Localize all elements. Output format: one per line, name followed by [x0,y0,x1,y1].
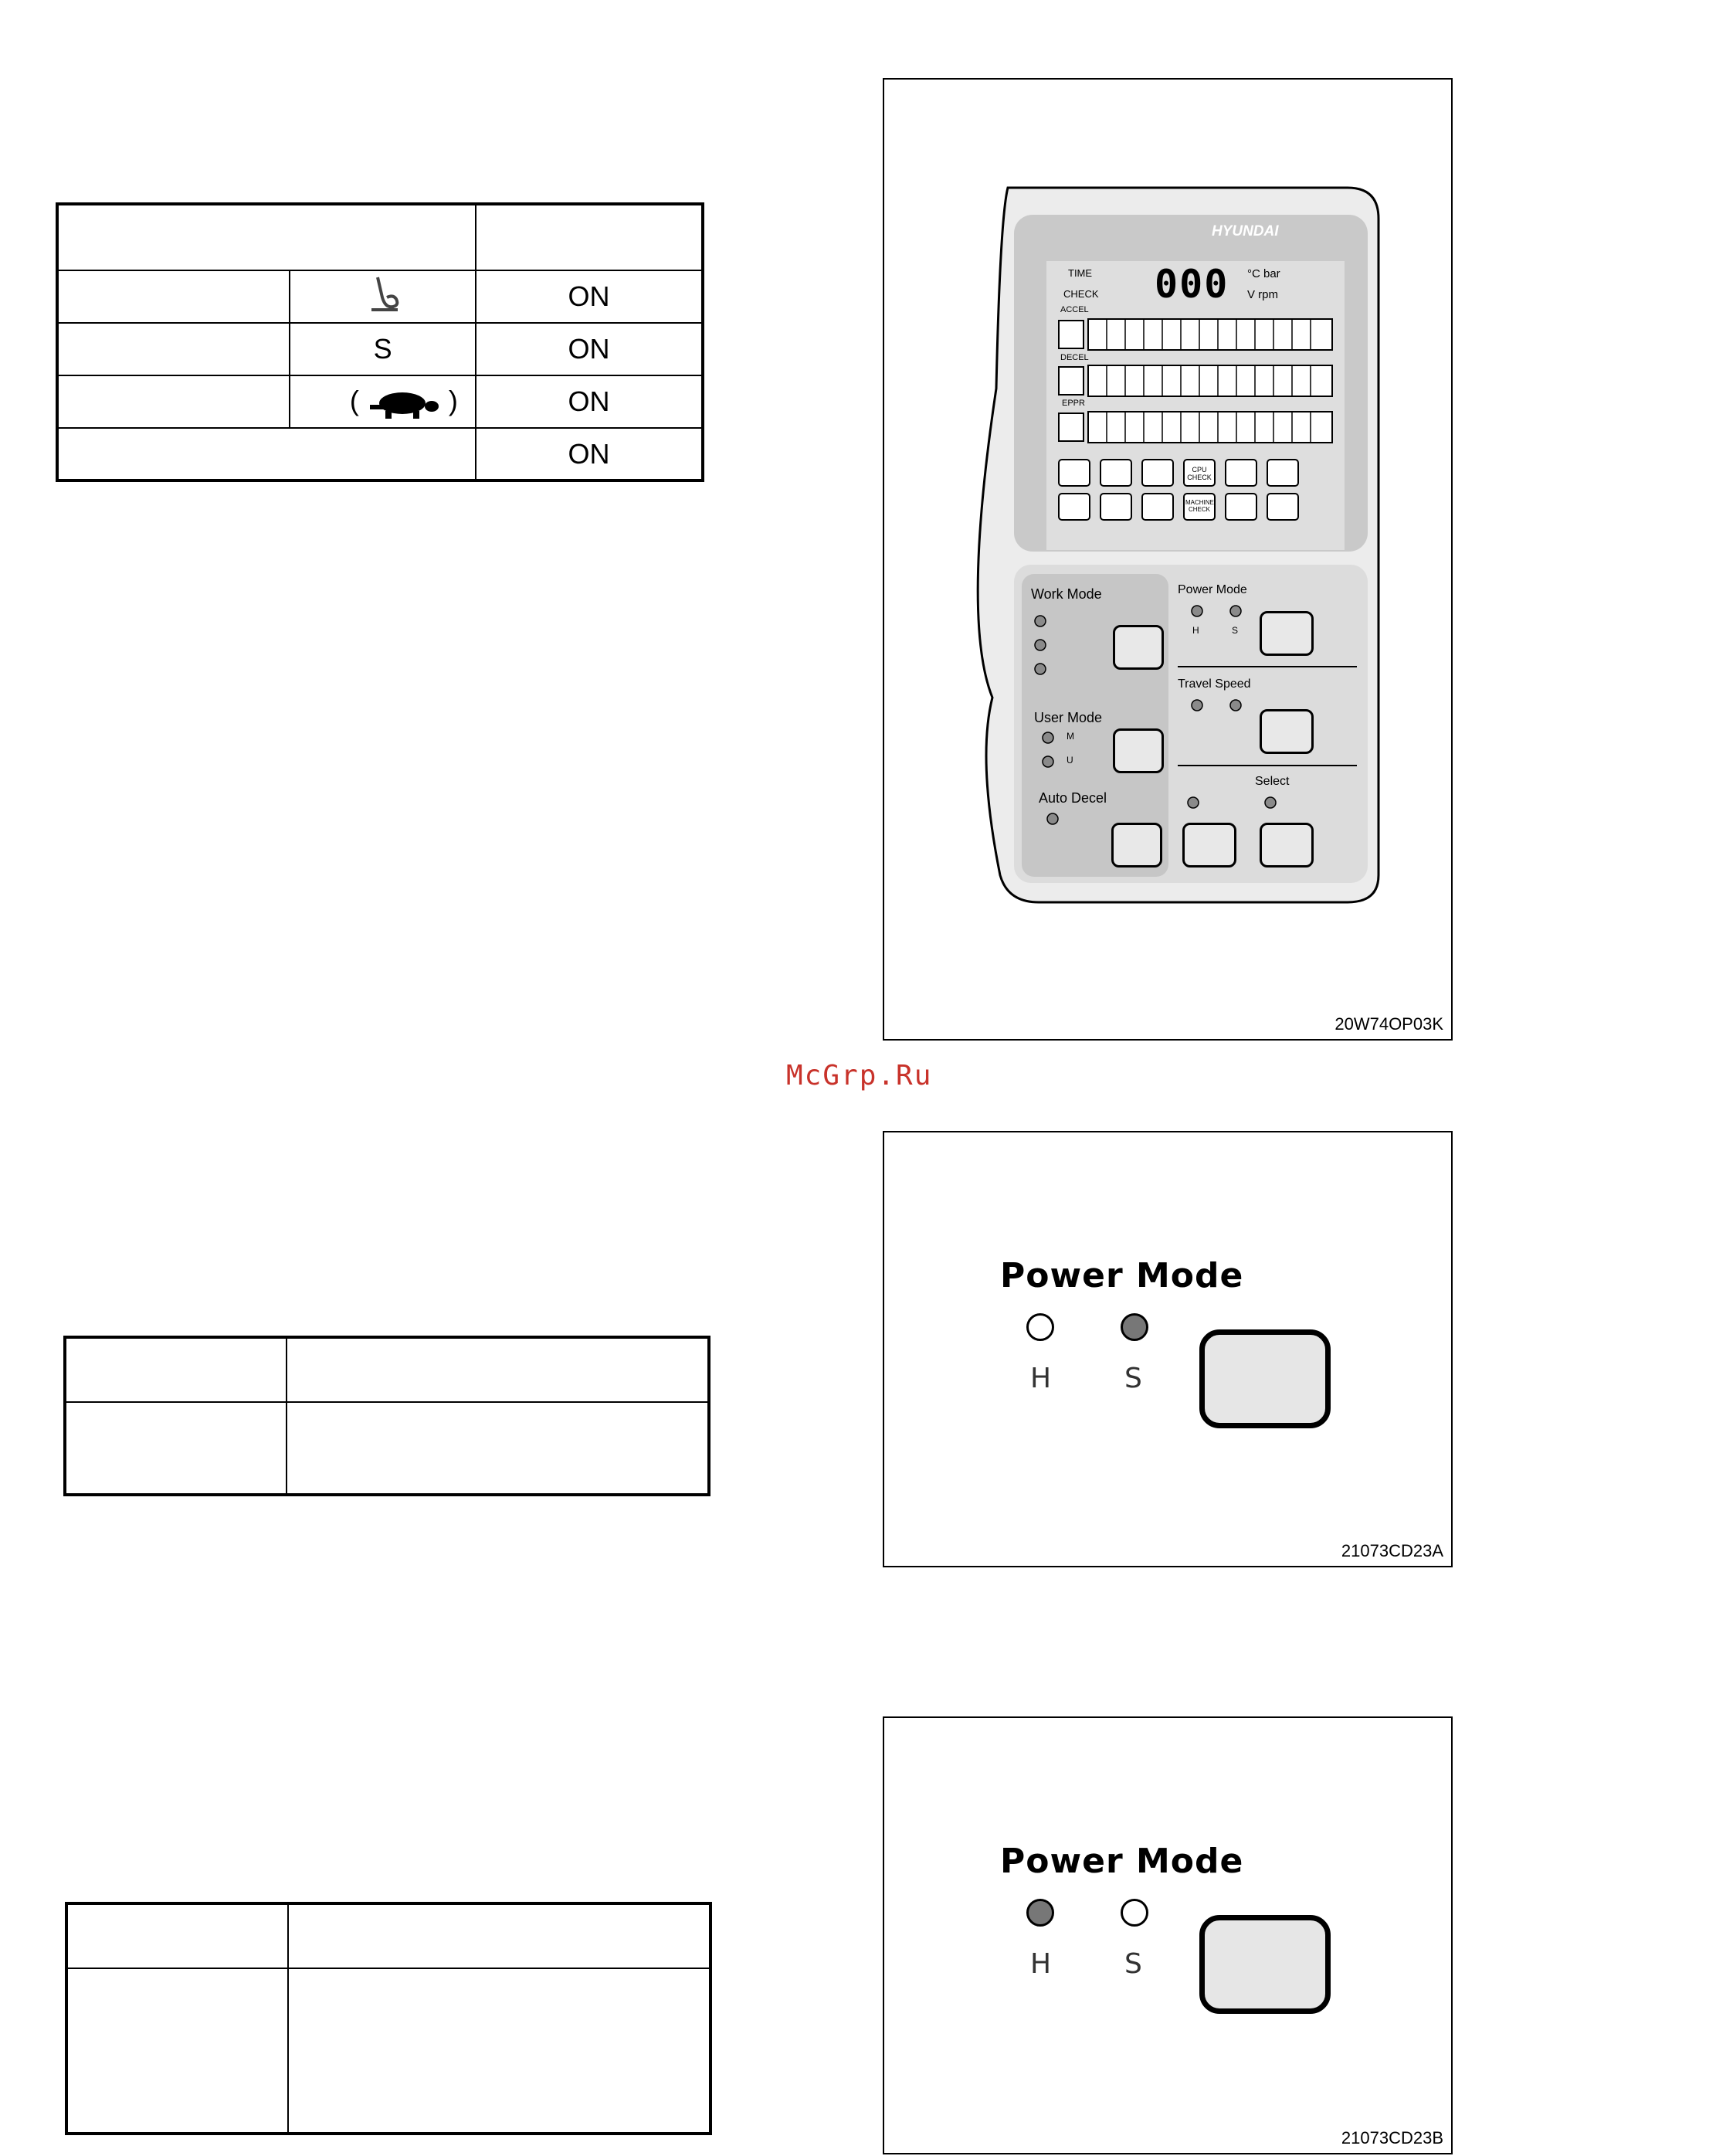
figure-caption: 21073CD23B [1341,2128,1443,2148]
table-cell-value: ON [476,323,703,375]
auto-decel-button[interactable] [1111,823,1162,867]
power-h-table [65,1902,712,2135]
power-mode-figure-s [883,1131,1453,1567]
lcd-machine-check: MACHINE CHECK [1185,499,1214,513]
table-cell-value: ON [476,375,703,428]
cluster-panel-drawing [884,80,1451,1039]
auto-decel-label: Auto Decel [1039,790,1107,806]
work-mode-label: Work Mode [1031,586,1102,602]
power-mode-button[interactable] [1199,1329,1331,1428]
travel-speed-button[interactable] [1260,709,1314,754]
power-mode-button[interactable] [1260,611,1314,656]
work-icon [362,274,404,313]
temperature-icon [1059,413,1084,441]
table-header-row [65,1337,709,1402]
table-header-row [66,1903,710,1968]
power-h-label: H [1192,625,1199,636]
table-cell [57,323,290,375]
lcd-unit-top: °C bar [1247,267,1280,280]
s-label: S [1124,1363,1142,1394]
table-row [66,1968,710,2134]
power-s-table [63,1336,710,1496]
lcd-unit-bottom: V rpm [1247,288,1279,301]
user-mode-label: User Mode [1034,710,1103,725]
buzzer-button[interactable] [1182,823,1236,867]
table-cell-value: ON [476,428,703,480]
paren-close: ) [448,385,458,417]
h-led [1026,1313,1054,1341]
table-cell-symbol: S [290,323,476,375]
lcd-eppr-label: EPPR [1062,399,1085,408]
table-header-cell [65,1337,287,1402]
table-header-cell [288,1903,710,1968]
user-m-label: M [1067,731,1074,742]
watermark: McGrp.Ru [786,1060,933,1092]
brand-logo: HYUNDAI [1212,223,1279,239]
cluster-figure [883,78,1453,1041]
power-mode-label: Power Mode [1178,583,1247,596]
select-button[interactable] [1260,823,1314,867]
table-row [57,323,703,375]
battery-gauge-icon [1059,367,1084,395]
table-header-cell [66,1903,288,1968]
table-cell [57,428,476,480]
figure-caption: 21073CD23A [1341,1541,1443,1560]
table-cell [66,1968,288,2134]
lcd-cpu-check: CPU CHECK [1187,466,1212,481]
h-label: H [1030,1948,1052,1980]
table-row [57,270,703,323]
mode-table [56,202,704,482]
table-header-cell [287,1337,709,1402]
user-mode-button[interactable] [1113,728,1164,773]
table-header-cell [476,204,703,270]
table-cell [288,1968,710,2134]
table-row [57,428,703,480]
select-label: Select [1255,775,1290,788]
table-cell [287,1402,709,1495]
s-led [1121,1313,1148,1341]
s-label: S [1124,1948,1142,1980]
table-cell [65,1402,287,1495]
power-mode-button[interactable] [1199,1915,1331,2014]
work-mode-button[interactable] [1113,625,1164,670]
power-s-label: S [1232,625,1239,636]
lcd-accel-label: ACCEL [1060,305,1089,314]
travel-speed-label: Travel Speed [1178,677,1251,691]
table-row [57,375,703,428]
power-mode-title: Power Mode [1000,1256,1244,1295]
s-led [1121,1899,1148,1927]
lcd-decel-label: DECEL [1060,353,1089,362]
lcd-check-label: CHECK [1063,288,1099,300]
table-cell [57,375,290,428]
table-cell-symbol [290,270,476,323]
lcd-reading: 000 [1155,262,1229,307]
turtle-icon [367,388,441,419]
table-header-cell [57,204,476,270]
h-led [1026,1899,1054,1927]
lcd-time-label: TIME [1068,267,1093,279]
figure-caption: 20W74OP03K [1334,1014,1443,1034]
table-cell-value: ON [476,270,703,323]
power-mode-figure-h [883,1716,1453,2154]
h-label: H [1030,1363,1052,1394]
table-row [65,1402,709,1495]
table-cell-symbol [290,375,476,428]
user-u-label: U [1067,755,1073,766]
table-header-row [57,204,703,270]
power-mode-title: Power Mode [1000,1842,1244,1881]
table-cell [57,270,290,323]
fuel-icon [1059,321,1084,348]
paren-open: ( [349,385,359,417]
